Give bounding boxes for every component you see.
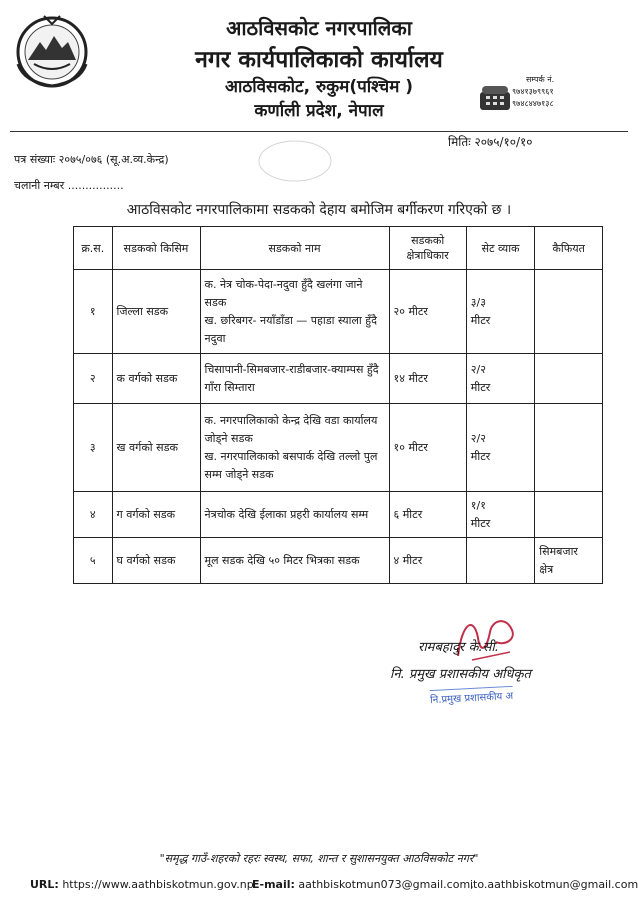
table-header-row	[74, 227, 603, 270]
cell-road-type: ख वर्गको सडक	[112, 404, 200, 492]
road-name-line: नेत्रचोक देखि ईलाका प्रहरी कार्यालय सम्म	[204, 507, 369, 521]
table-row	[74, 404, 603, 492]
remarks-line: क्षेत्र	[539, 562, 554, 576]
road-name-line: ख. छरिबगर- नयाँडाँडा — पहाडा स्याला हुँदै नदुवा	[204, 313, 377, 345]
letter-subject: आठविसकोट नगरपालिकामा सडकको देहाय बमोजिम बर्गीकरण गरिएको छ ।	[126, 202, 512, 218]
header-divider	[10, 131, 628, 132]
email-link[interactable]: aathbiskotmun073@gmail.com,	[298, 878, 474, 891]
signatory-name: रामबहादुर के.सी.	[418, 640, 499, 655]
ref-label: पत्र संख्याः	[14, 153, 56, 166]
contact-number-2: ९७४८४४७१३८	[512, 99, 554, 108]
cell-road-name	[200, 538, 389, 584]
cell-sn: ३	[74, 404, 113, 492]
cell-remarks	[535, 270, 603, 354]
table-row	[74, 270, 603, 354]
header-road-name: सडकको नाम	[200, 227, 389, 270]
cell-jurisdiction: ४ मीटर	[389, 538, 466, 584]
cell-remarks	[535, 538, 603, 584]
cell-setback	[466, 270, 534, 354]
cell-setback	[466, 354, 534, 404]
signatory-title: नि. प्रमुख प्रशासकीय अधिकृत	[390, 667, 531, 682]
cell-road-type: क वर्गको सडक	[112, 354, 200, 404]
municipality-name: आठविसकोट नगरपालिका	[226, 16, 412, 40]
cell-sn: २	[74, 354, 113, 404]
road-name-line: क. नेत्र चोक-पेदा-नदुवा हुँदै खलंगा जाने सडक	[204, 277, 363, 309]
cell-setback	[466, 492, 534, 538]
setback-value: ३/३	[470, 295, 486, 309]
cell-jurisdiction: १४ मीटर	[389, 354, 466, 404]
cell-remarks	[535, 492, 603, 538]
table-row	[74, 538, 603, 584]
setback-unit: मीटर	[470, 449, 491, 463]
setback-value: २/२	[470, 431, 486, 445]
setback-unit: मीटर	[470, 380, 491, 394]
dispatch-label: चलानी नम्बर	[14, 179, 65, 192]
road-name-line: मूल सडक देखि ५० मिटर भित्रका सडक	[204, 553, 360, 567]
faded-stamp	[255, 136, 335, 186]
dispatch-value: ................	[67, 179, 124, 192]
road-name-line: ख. नगरपालिकाको बसपार्क देखि तल्लो पुल सम्म जोड्ने सडक	[204, 449, 378, 481]
cell-remarks	[535, 404, 603, 492]
date-value: २०७५/१०/१०	[474, 135, 533, 149]
cell-sn: १	[74, 270, 113, 354]
date-label: मितिः	[448, 135, 471, 149]
letter-date	[448, 133, 533, 150]
road-name-line: चिसापानी-सिमबजार-राडीबजार-क्याम्पस हुँदै गाँरा सिम्तारा	[204, 362, 379, 394]
table-row	[74, 492, 603, 538]
road-classification-table	[73, 226, 603, 584]
setback-value: १/१	[470, 498, 486, 512]
url-label: URL:	[30, 878, 59, 891]
cell-road-name	[200, 270, 389, 354]
cell-road-type: जिल्ला सडक	[112, 270, 200, 354]
official-seal: नि.प्रमुख प्रशासकीय अ	[430, 686, 514, 706]
footer-slogan: "समृद्ध गाउँ-शहरको रहरः स्वस्थ, सफा, शान्त र सुशासनयुक्त आठविसकोट नगर"	[159, 852, 479, 865]
footer-url	[30, 878, 254, 891]
contact-box	[512, 74, 608, 110]
cell-setback	[466, 538, 534, 584]
remarks-line: सिमबजार	[539, 544, 578, 558]
header-remarks: कैफियत	[535, 227, 603, 270]
setback-value: २/२	[470, 362, 486, 376]
ref-value: २०७५/०७६ (सू.अ.व्य.केन्द्र)	[58, 153, 169, 166]
road-name-line: क. नगरपालिकाको केन्द्र देखि वडा कार्यालय जोड्ने सडक	[204, 413, 378, 445]
cell-sn: ५	[74, 538, 113, 584]
email-link-2[interactable]: ito.aathbiskotmun@gmail.com	[470, 878, 638, 891]
telephone-icon	[478, 82, 512, 114]
contact-number-1: ९७४१३७९९६१	[512, 87, 554, 96]
reference-number	[14, 152, 169, 167]
email-label: E-mail:	[252, 878, 295, 891]
cell-setback	[466, 404, 534, 492]
setback-unit: मीटर	[470, 313, 491, 327]
cell-remarks	[535, 354, 603, 404]
footer-email	[252, 878, 474, 891]
province-name: कर्णाली प्रदेश, नेपाल	[254, 101, 384, 121]
table-row	[74, 354, 603, 404]
header-setback: सेट व्याक	[466, 227, 534, 270]
office-name: नगर कार्यपालिकाको कार्यालय	[195, 47, 443, 73]
contact-title: सम्पर्क नं.	[526, 75, 555, 84]
cell-jurisdiction: १० मीटर	[389, 404, 466, 492]
cell-road-name	[200, 492, 389, 538]
cell-jurisdiction: २० मीटर	[389, 270, 466, 354]
cell-sn: ४	[74, 492, 113, 538]
header-jurisdiction: सडकको क्षेत्राधिकार	[389, 227, 466, 270]
url-link[interactable]: https://www.aathbiskotmun.gov.np	[62, 878, 254, 891]
header-sn: क्र.स.	[74, 227, 113, 270]
header-road-type: सडकको किसिम	[112, 227, 200, 270]
cell-jurisdiction: ६ मीटर	[389, 492, 466, 538]
cell-road-type: घ वर्गको सडक	[112, 538, 200, 584]
dispatch-number	[14, 178, 124, 193]
footer-email-2	[470, 878, 638, 891]
cell-road-name	[200, 404, 389, 492]
cell-road-name	[200, 354, 389, 404]
cell-road-type: ग वर्गको सडक	[112, 492, 200, 538]
office-address: आठविसकोट, रुकुम(पश्चिम )	[224, 77, 414, 97]
setback-unit: मीटर	[470, 516, 491, 530]
